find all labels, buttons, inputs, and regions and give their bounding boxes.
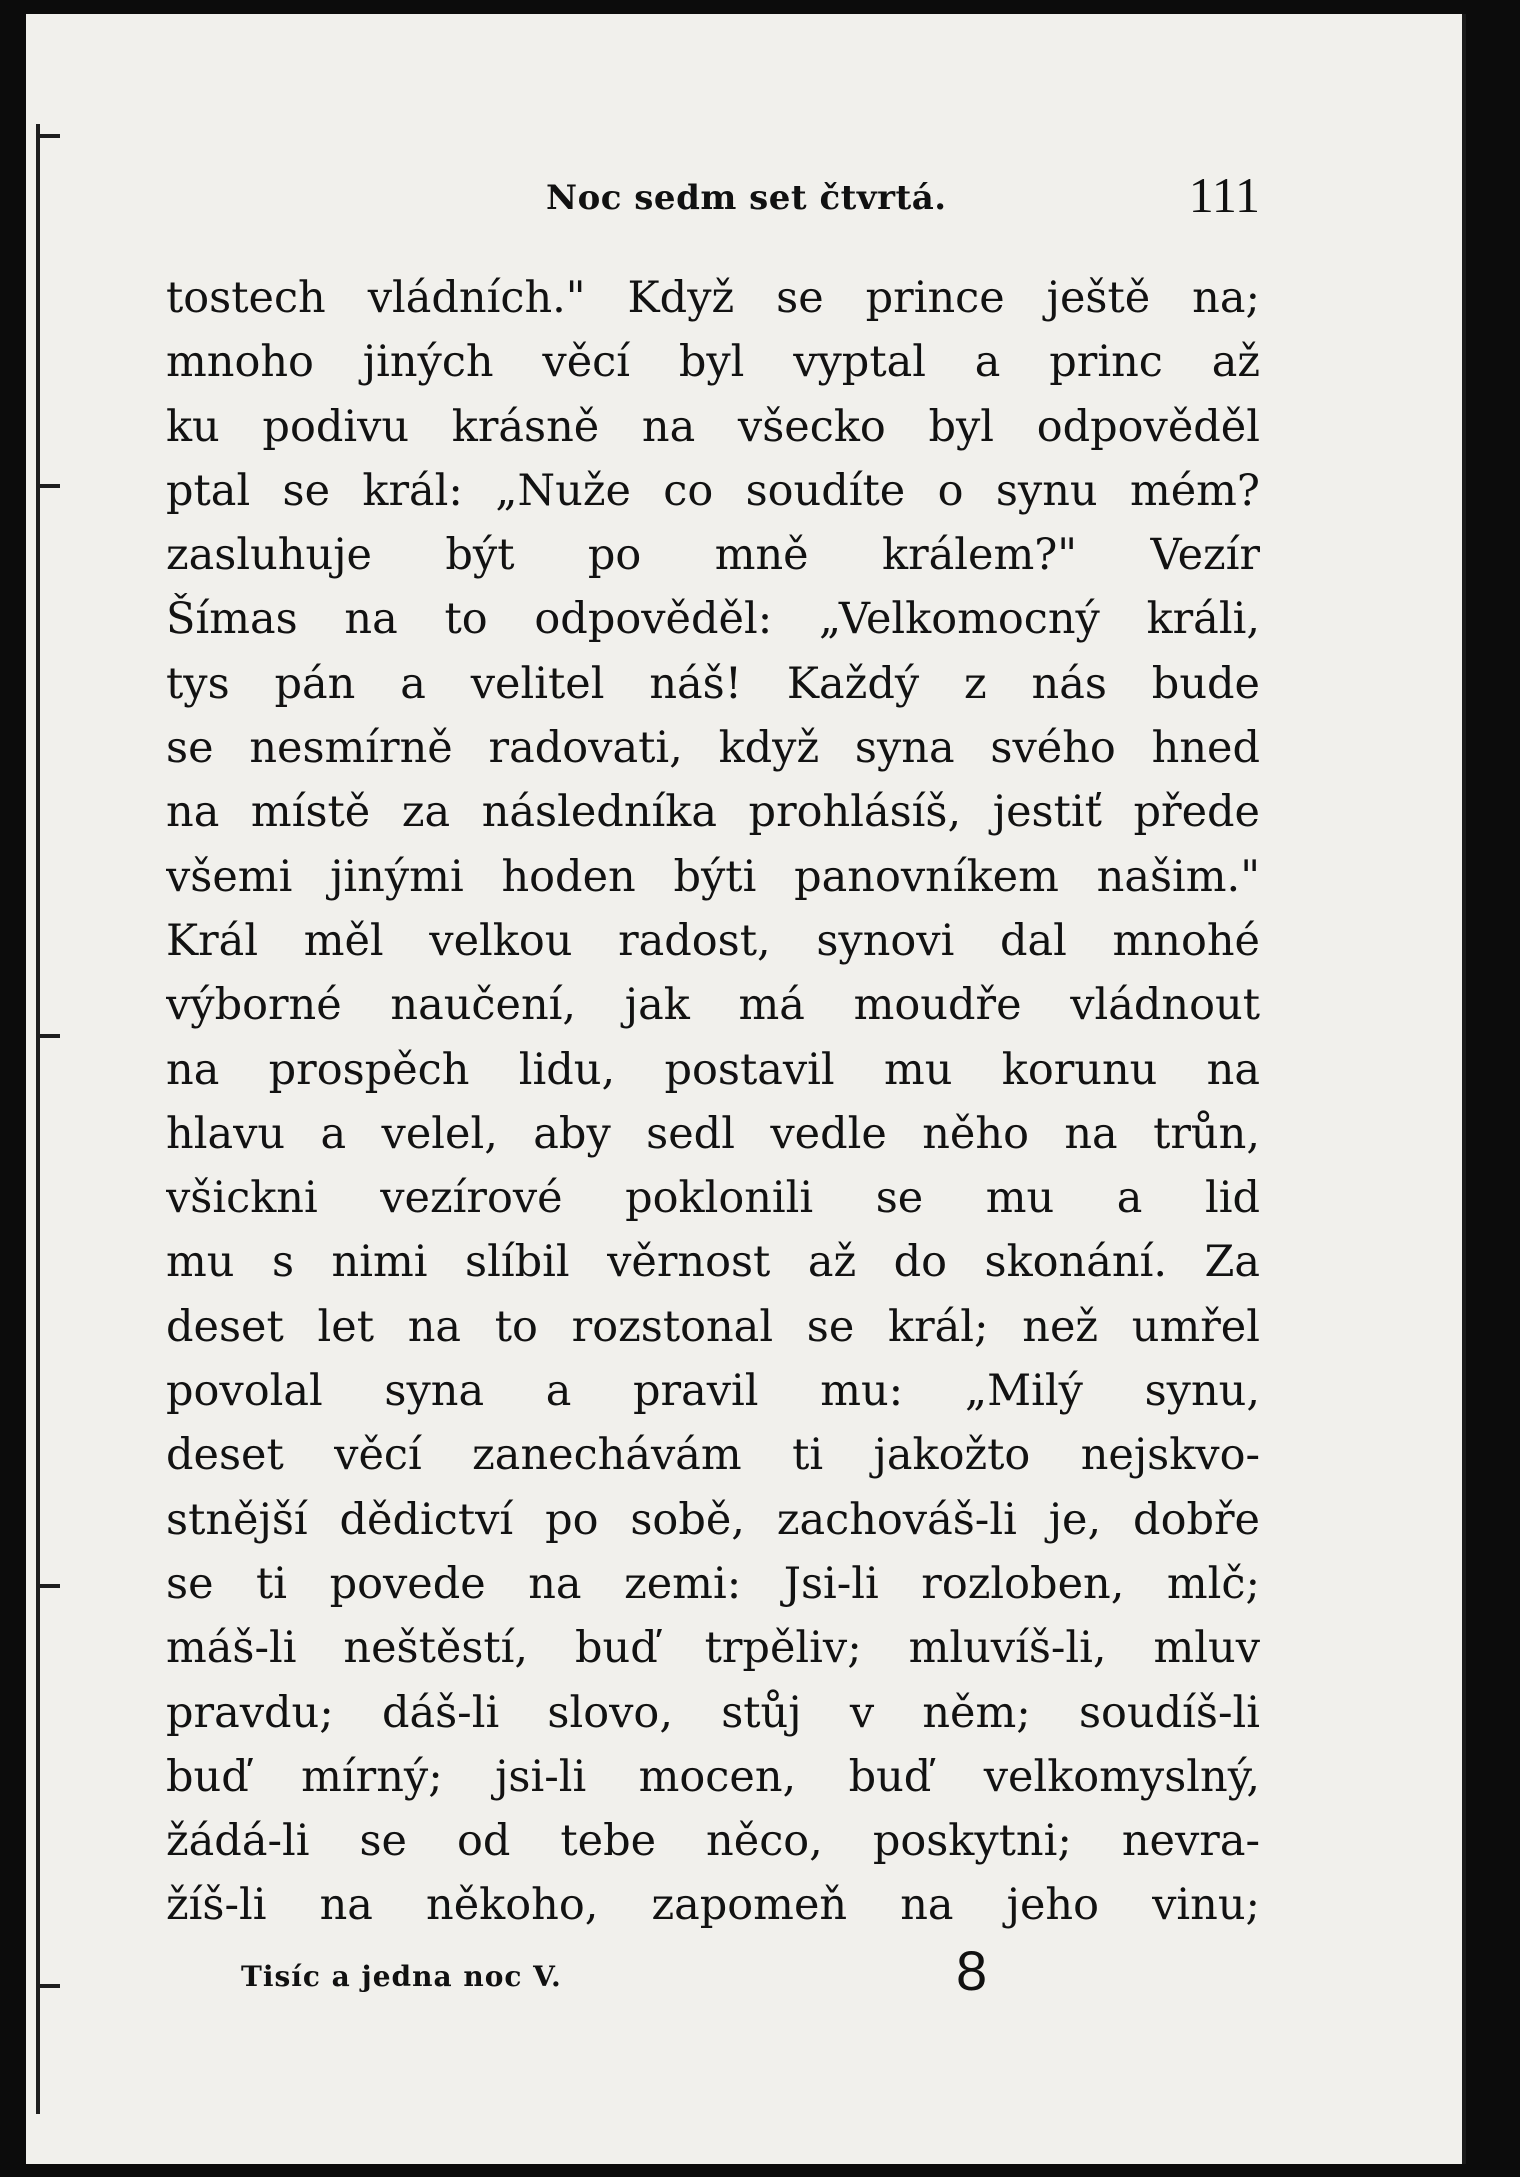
- text-line: ptal se král: „Nuže co soudíte o synu mém?: [166, 465, 1260, 516]
- page-footer: [241, 1939, 1260, 2016]
- text-line: Král měl velkou radost, synovi dal mnohé: [166, 915, 1260, 966]
- text-line: Šímas na to odpověděl: „Velkomocný králi,: [166, 594, 1260, 645]
- running-title: Noc sedm set čtvrtá.: [546, 178, 947, 218]
- text-line: se nesmírně radovati, když syna svého hned: [166, 723, 1260, 774]
- text-line: hlavu a velel, aby sedl vedle něho na trůn,: [166, 1108, 1260, 1159]
- text-line: se ti povede na zemi: Jsi-li rozloben, mlč;: [166, 1558, 1260, 1609]
- text-line: všickni vezírové poklonili se mu a lid: [166, 1173, 1260, 1224]
- text-line: výborné naučení, jak má moudře vládnout: [166, 980, 1260, 1031]
- spine-mark: [38, 1034, 60, 1038]
- text-line: povolal syna a pravil mu: „Milý synu,: [166, 1366, 1260, 1417]
- book-page: [26, 14, 1466, 2164]
- text-line: mnoho jiných věcí byl vyptal a princ až: [166, 337, 1260, 388]
- printer-signature: Tisíc a jedna noc V.: [241, 1960, 562, 1993]
- spine-mark: [38, 1984, 60, 1988]
- text-line: buď mírný; jsi-li mocen, buď velkomyslný,: [166, 1751, 1260, 1802]
- text-line: pravdu; dáš-li slovo, stůj v něm; soudíš-li: [166, 1687, 1260, 1738]
- spine-mark: [38, 1584, 60, 1588]
- text-line: žíš-li na někoho, zapomeň na jeho vinu;: [166, 1880, 1260, 1931]
- body-text: [166, 266, 1260, 1938]
- text-line: tostech vládních." Když se prince ještě na;: [166, 273, 1260, 323]
- text-line: ku podivu krásně na všecko byl odpověděl: [166, 401, 1260, 452]
- page-number: 111: [1188, 167, 1260, 223]
- text-line: na místě za následníka prohlásíš, jestiť přede: [166, 787, 1260, 838]
- spine-mark: [38, 134, 60, 138]
- binding-spine: [36, 124, 40, 2114]
- text-line: máš-li neštěstí, buď trpěliv; mluvíš-li, mluv: [166, 1623, 1260, 1674]
- text-line: žádá-li se od tebe něco, poskytni; nevra-: [166, 1816, 1260, 1867]
- text-line: tys pán a velitel náš! Každý z nás bude: [166, 658, 1260, 709]
- text-line: zasluhuje být po mně králem?" Vezír: [166, 530, 1260, 581]
- text-line: všemi jinými hoden býti panovníkem našim.": [166, 851, 1260, 902]
- page-header: [166, 167, 1260, 224]
- text-line: stnější dědictví po sobě, zachováš-li je, dobře: [166, 1494, 1260, 1545]
- spine-mark: [38, 484, 60, 488]
- signature-mark: 8: [956, 1939, 988, 2002]
- text-line: mu s nimi slíbil věrnost až do skonání. Za: [166, 1237, 1260, 1288]
- text-line: deset věcí zanechávám ti jakožto nejskvo-: [166, 1430, 1260, 1481]
- text-line: deset let na to rozstonal se král; než umřel: [166, 1301, 1260, 1352]
- text-line: na prospěch lidu, postavil mu korunu na: [166, 1044, 1260, 1095]
